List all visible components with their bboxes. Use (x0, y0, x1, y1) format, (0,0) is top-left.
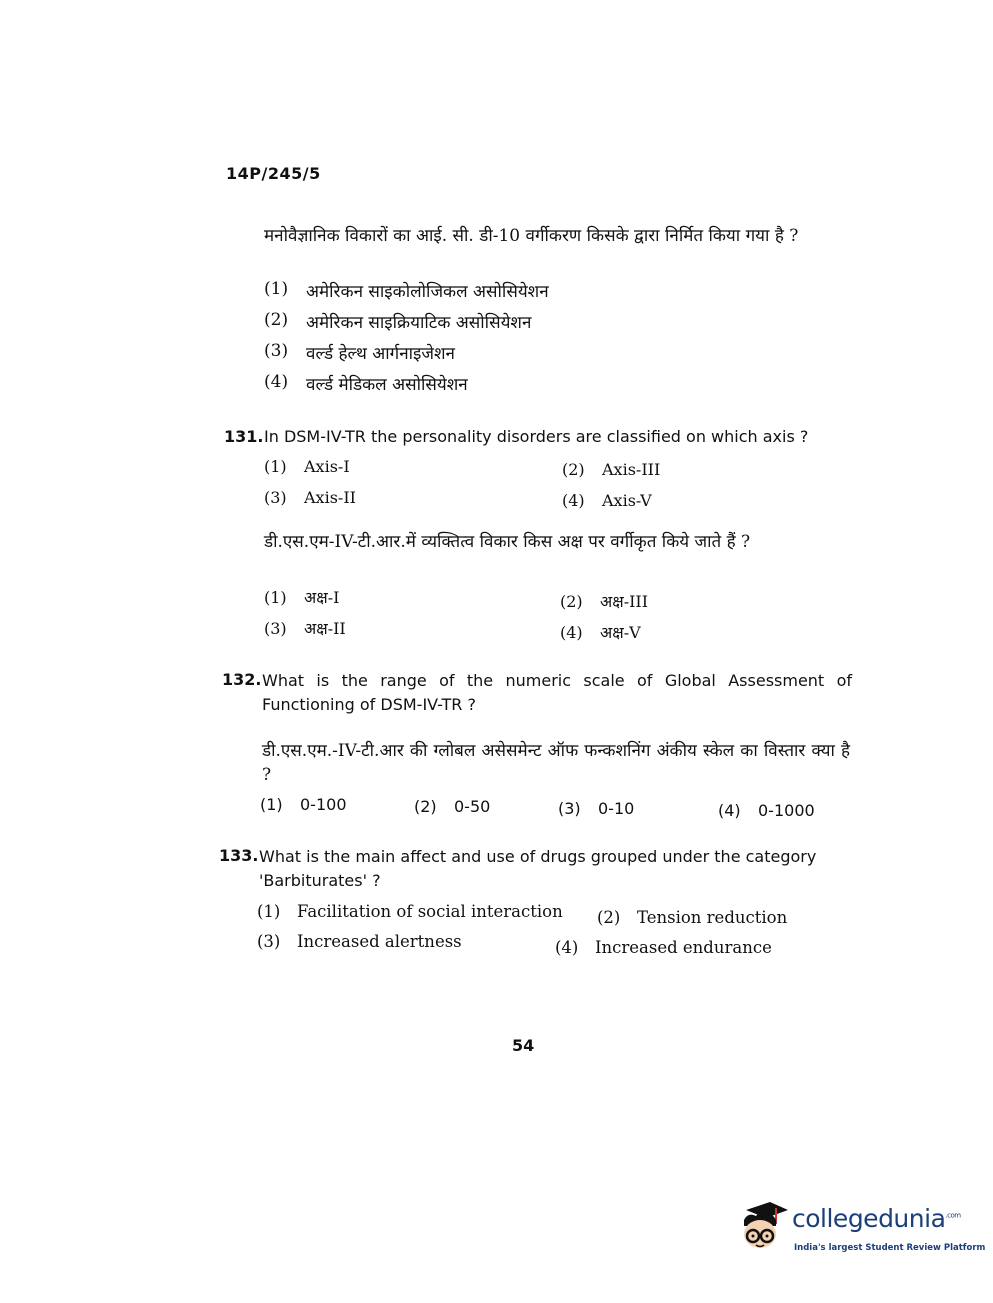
q132-option-3: (3) 0-10 (558, 799, 635, 818)
q130-option-3: (3) वर्ल्ड हेल्थ आर्गनाइजेशन (264, 341, 455, 364)
q132-option-4: (4) 0-1000 (718, 801, 815, 820)
q132-hindi-question: डी.एस.एम.-IV-टी.आर की ग्लोबल असेसमेन्ट ऑफ फन्कशनिंग अंकीय स्केल का विस्तार क्या है ? (262, 741, 850, 785)
q131-hi-option-1: (1) अक्ष-I (264, 588, 340, 607)
q131-english-question: In DSM-IV-TR the personality disorders are classified on which axis ? (264, 427, 809, 446)
q131-en-option-4: (4) Axis-V (562, 491, 652, 510)
q131-en-option-1: (1) Axis-I (264, 457, 350, 476)
q131-hi-option-4: (4) अक्ष-V (560, 623, 641, 642)
q133-english-question-line2: 'Barbiturates' ? (259, 871, 381, 890)
mascot-icon (736, 1198, 792, 1258)
q133-option-4: (4) Increased endurance (555, 938, 772, 957)
q130-option-1: (1) अमेरिकन साइकोलोजिकल असोसियेशन (264, 279, 549, 302)
q132-number: 132. (222, 670, 262, 689)
q130-options (264, 279, 549, 403)
q131-hindi-question: डी.एस.एम-IV-टी.आर.में व्यक्तित्व विकार किस अक्ष पर वर्गीकृत किये जाते हैं ? (264, 532, 751, 552)
q132-english-question-line2: Functioning of DSM-IV-TR ? (262, 695, 476, 714)
q133-option-1: (1) Facilitation of social interaction (257, 902, 563, 921)
q130-hindi-question: मनोवैज्ञानिक विकारों का आई. सी. डी-10 वर्गीकरण किसके द्वारा निर्मित किया गया है ? (264, 226, 799, 246)
q131-en-option-3: (3) Axis-II (264, 488, 356, 507)
q131-en-option-2: (2) Axis-III (562, 460, 661, 479)
q132-option-2: (2) 0-50 (414, 797, 491, 816)
q131-number: 131. (224, 427, 264, 446)
q130-option-4: (4) वर्ल्ड मेडिकल असोसियेशन (264, 372, 468, 395)
q133-english-question-line1: What is the main affect and use of drugs grouped under the category (259, 847, 817, 866)
q133-number: 133. (219, 846, 259, 865)
collegedunia-logo (736, 1198, 986, 1258)
q131-hi-option-2: (2) अक्ष-III (560, 592, 649, 611)
q133-option-2: (2) Tension reduction (597, 908, 788, 927)
paper-code: 14P/245/5 (226, 164, 321, 183)
brand-tagline: India's largest Student Review Platform (794, 1243, 986, 1253)
page-number: 54 (512, 1036, 535, 1055)
brand-name: collegedunia$^{.com}$ (792, 1204, 961, 1233)
q132-option-1: (1) 0-100 (260, 795, 347, 814)
q131-hi-option-3: (3) अक्ष-II (264, 619, 346, 638)
q133-option-3: (3) Increased alertness (257, 932, 462, 951)
q132-english-question-line1: What is the range of the numeric scale of Global Assessment of (262, 671, 852, 690)
q130-option-2: (2) अमेरिकन साइक्रियाटिक असोसियेशन (264, 310, 532, 333)
